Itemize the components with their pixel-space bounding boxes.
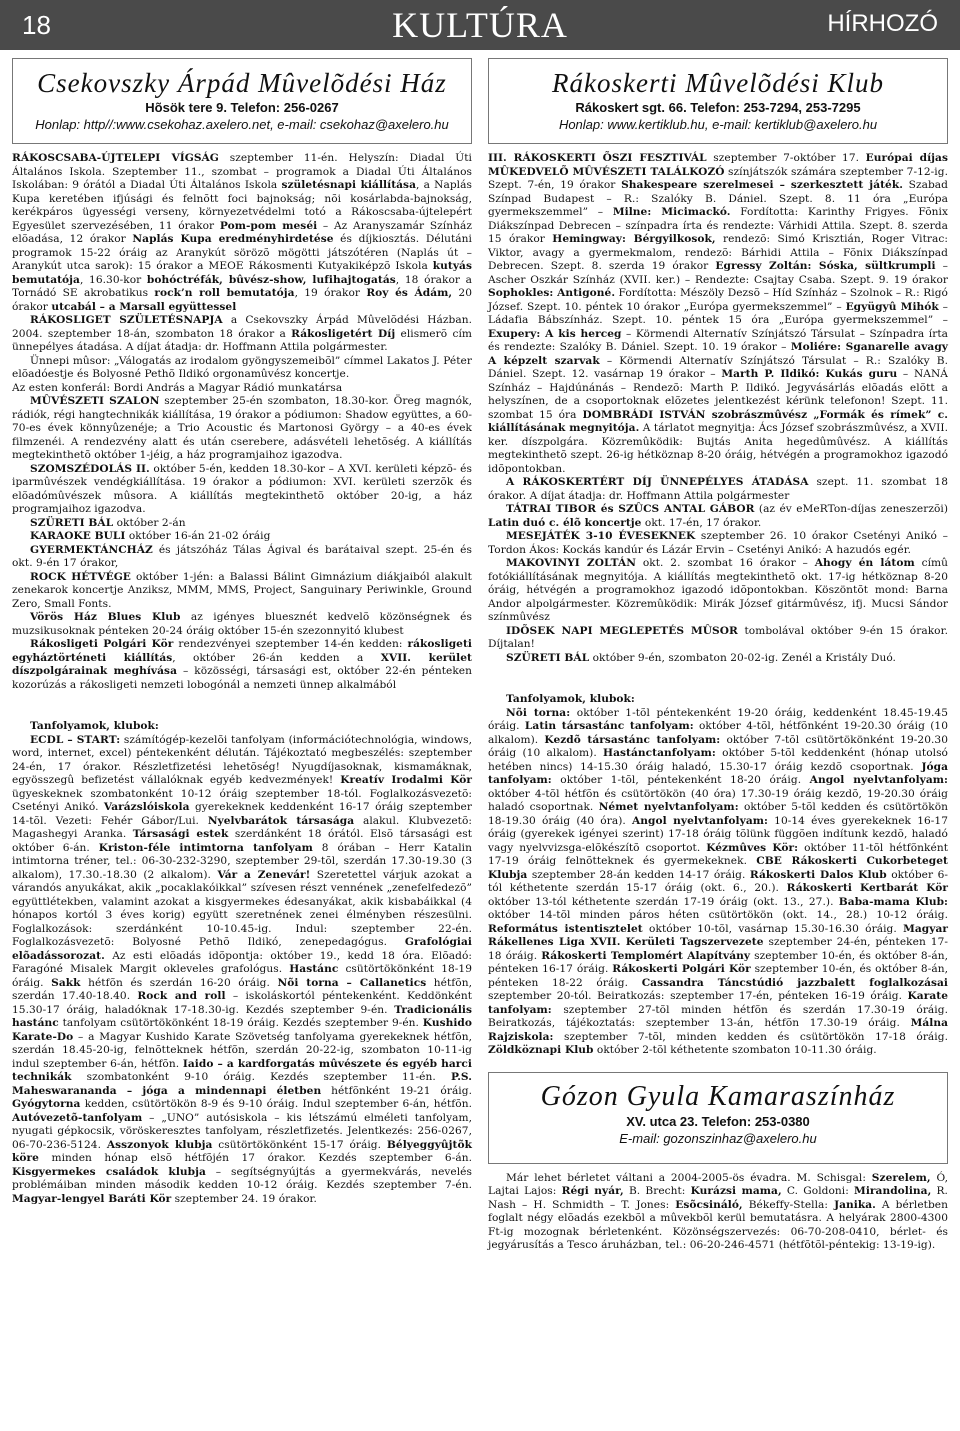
- page-header: [0, 0, 960, 50]
- event-paragraph: RÁKOSLIGET SZÜLETÉSNAPJA a Csekovszky Árpád Mûvelõdési Házban. 2004. szeptember 18-án, szombaton 18 órakor a Rákosligetért Díj elismerõ cím ünnepélyes átadása. A díjat átadja: dr. Hoffmann Attila polgármester.: [12, 314, 472, 353]
- event-paragraph: ROCK HÉTVÉGE október 1-jén: a Balassi Bálint Gimnázium diákjaiból alakult zenekarok koncertje Anziksz, MMM, MMS, Project, Sanguinary Periwinkle, Ground Zero, Small Fonts.: [12, 570, 472, 610]
- venue-box-csekovszky: [12, 58, 472, 144]
- event-paragraph: SZOMSZÉDOLÁS II. október 5-én, kedden 18.30-kor – A XVI. kerületi képzõ- és iparmûvészek vendégkiállítása. 19 órakor a pódiumon: XVI. kerületi szerzõk és elõadómûvészek mûsora. A kiállítás megtekinthetõ október 20-ig, a ház programjaihoz igazodva.: [12, 462, 472, 515]
- right-article: [488, 152, 948, 1058]
- venue-title: Csekovszky Árpád Mûvelõdési Ház: [37, 68, 447, 98]
- event-paragraph: A RÁKOSKERTÉRT DÍJ ÜNNEPÉLYES ÁTADÁSA szept. 11. szombat 18 órakor. A díjat átadja: dr. Hoffmann Attila polgármester: [488, 476, 948, 502]
- left-article: [12, 152, 472, 1206]
- courses-paragraph: ECDL – START: számítógép-kezelõi tanfolyam (információtechnológia, windows, word, internet, excel) péntekenként délután. Tájékoztató megbeszélés: szeptember 24-én, 17 órakor. Részletfizetési lehetõség! Nyugdíjasoknak, kismamáknak, egyösszegû befizetést vállalóknak egyéb kedvezmények! Kreatív Irodalmi Kör ügyeskeknek szombatonként 10-12 óráig szeptember 18-tól. Foglalkozásvezetõ: Csetényi Anikó. Varázslóiskola gyerekeknek keddenként 16-17 óráig szeptember 14-tõl. Vezeti: Fehér Gábor/Lui. Nyelvbarátok társasága alakul. Klubvezetõ: Magashegyi Aranka. Társasági estek szerdánként 18 órától. Elsõ társasági est október 6-án. Kriston-féle intimtorna tanfolyam 8 órában – Herr Katalin intimtorna tréner, tel.: 06-30-232-3290, szeptember 29-tõl, szerdán 17.30-19.30 (3 alkalom), 17.30.-18.30 (2 alkalom). Vár a Zenevár! Szeretettel várjuk azokat a várandós anyukákat, akik „pocaklakóikkal” szívesen részt vennének „zenefelfedezõ” együttlétekben, valamint azokat a kisgyermekes édesanyákat, akik kisbabáikkal (4 hónapos kortól 3 éves korig) együtt szeretnének zenei élményben részesülni. Foglalkozások: szerdánként 10-10.45-ig. Indul: szeptember 22-én. Foglalkozásvezetõ: Bolyosné Pethõ Ildikó, zenepedagógus. Grafológiai elõadássorozat. Az esti elõadás idõpontja: október 19., kedd 18 óra. Elõadó: Faragóné Misalek Margit okleveles grafológus. Hastánc csütörtökönként 18-19 óráig. Sakk hétfõn és szerdán 16-20 óráig. Nõi torna – Callanetics hétfõn, szerdán 17.40-18.40. Rock and roll – iskoláskortól péntekenként. Keddönként 15.30-17 óráig, haladóknak 17-18.30-ig. Kezdés szeptember 9-én. Tradicionális hastánc tanfolyam csütörtökönként 18-19 óráig. Kezdés szeptember 9-én. Kushido Karate-Do – a Magyar Kushido Karate Szövetség tanfolyama gyerekeknek hétfõn, szerdán 18.45-20-ig, felnõtteknek hétfõn, szerdán 20-22-ig, szombaton 10-11-ig indul szeptember 6-án, hétfõn. Iaido – a kardforgatás mûvészete és egyéb harci technikák szombatonként 9-10 óráig. Kezdés szeptember 11-én. P.S. Maheswarananda – jóga a mindennapi életben hétfõnként 19-21 óráig. Gyógytorna kedden, csütörtökön 8-9 és 9-10 óráig. Indul szeptember 6-án, hétfõn. Autóvezetõ-tanfolyam – „UNO” autósiskola – kis létszámú elméleti tanfolyam, nyugati gépkocsik, vöröskeresztes tanfolyam, részletfizetés. Jelentkezés: 256-0267, 06-70-236-5124. Asszonyok klubja csütörtökönként 15-17 óráig. Bélyeggyûjtõk köre minden hónap elsõ hétfõjén 17 órakor. Kezdés szeptember 6-án. Kisgyermekes családok klubja – segítségnyújtás a gyermekvárás, nevelés problémáiban minden második kedden 10-12 óráig. Kezdés szeptember 7-én. Magyar-lengyel Baráti Kör szeptember 24. 19 órakor.: [12, 733, 473, 1205]
- venue-address: Rákoskert sgt. 66. Telefon: 253-7294, 253-7295: [575, 100, 861, 115]
- event-paragraph: MÛVÉSZETI SZALON szeptember 25-én szombaton, 18.30-kor. Öreg magnók, rádiók, régi hangtechnikák kiállítása, 19 órakor a pódiumon: Shadow együttes, a 60-70-es évek könnyûzenéje; a Trio Acoustic és Martonosi György – a 40-es évek filmzenéi. A rendezvény alatt és után cserebere, adásvételi lehetõség. A kiállítás megtekinthetõ október 1-jéig, a ház programjaihoz igazodva.: [12, 395, 472, 461]
- event-paragraph: MAKOVINYI ZOLTÁN okt. 2. szombat 16 órakor – Ahogy én látom címû fotókiállításának megnyitója. A kiállítás megtekinthetõ okt. 17-ig hétköznap 8-20 óráig, hétvégén a programokhoz igazodó idõpontokban. Köszöntõt mond: Barna Andor alpolgármester. Közremûködik: Mirák József gitármûvész, ifj. Mucsi Sándor színmûvész: [488, 557, 948, 623]
- venue-title: Gózon Gyula Kamaraszínház: [540, 1080, 896, 1112]
- section-title: KULTÚRA: [392, 5, 568, 45]
- event-paragraph: Az esten konferál: Bordi András a Magyar Rádió munkatársa: [12, 381, 343, 394]
- courses-heading: Tanfolyamok, klubok:: [506, 693, 635, 705]
- event-paragraph: Ünnepi mûsor: „Válogatás az irodalom gyöngyszemeibõl” címmel Lakatos J. Péter elõadóestje és Bolyosné Pethõ Ildikó orgonamûvész koncertje.: [12, 354, 472, 380]
- courses-heading: Tanfolyamok, klubok:: [30, 720, 159, 732]
- venue-web: Honlap: http//:www.csekohaz.axelero.net, e-mail: csekohaz@axelero.hu: [35, 117, 449, 132]
- venue-web: Honlap: www.kertiklub.hu, e-mail: kertiklub@axelero.hu: [558, 117, 878, 132]
- event-paragraph: Már lehet bérletet váltani a 2004-2005-ös évadra. M. Schisgal: Szerelem, Ó, Lajtai Lajos: Régi nyár, B. Brecht: Kurázsi mama, C. Goldoni: Mirandolina, R. Nash – H. Schmidth – T. Jones: Esõcsináló, Békeffy-Stella: Janika. A bérletben foglalt négy elõadás ezekbõl a mûvekbõl kerül bemutatásra. A helyárak 2800-4300 Ft-ig mozognak bérletenként. Közönségszervezés: 06-70-208-0410, bérlet- és jegyárusítás a Tesco áruházban, tel.: 06-20-246-4571 (hétfõtõl-péntekig: 13-19-ig).: [488, 1171, 948, 1251]
- event-paragraph: SZÜRETI BÁL október 2-án: [30, 516, 186, 529]
- event-paragraph: SZÜRETI BÁL október 9-én, szombaton 20-02-ig. Zenél a Kristály Duó.: [506, 651, 896, 664]
- event-paragraph: RÁKOSCSABA-ÚJTELEPI VÍGSÁG szeptember 11-én. Helyszín: Diadal Úti Általános Iskola. Szeptember 11., szombat – programok a Diadal Úti Általános Iskolában: 9 órától a Diadal Úti Általános Iskola születésnapi kiállítása, a Naplás Kupa keretében ifjúsági és felnõtt foci bajnokság; nõi kosárlabda-bajnokság, kerékpáros ügyességi verseny, környezetvédelmi totó a Rákoscsaba-újtelepért Egyesület szervezésében, 11 órakor Pom-pom meséi – Az Aranyszamár Színház elõadása, 12 órakor Naplás Kupa eredményhirdetése és díjkiosztás. Délutáni programok 15-22 óráig az Aranykút sörözõ mögötti játszótéren (Naplás út – Aranykút utca sarok): 15 órakor a MEOE Rákosmenti Kutyakiképzõ Iskola kutyás bemutatója, 16.30-kor bohóctréfák, bûvész-show, lufihajtogatás, 18 órakor a Tornádó SE akrobatikus rock’n roll bemutatója, 19 órakor Roy és Ádám, 20 órakor utcabál – a Marsall együttessel: [12, 152, 472, 313]
- event-paragraph: MESEJÁTÉK 3-10 ÉVESEKNEK szeptember 26. 10 órakor Csetényi Anikó – Tordon Ákos: Kockás kandúr és Lázár Ervin – Csetényi Anikó: A hazudós egér.: [488, 530, 948, 556]
- gozon-article: [488, 1172, 948, 1253]
- event-paragraph: Vörös Ház Blues Klub az igényes bluesznét kedvelõ közönségnek és muzsikusoknak pénteken 20-24 óráig október 15-én szezonnyitó klubest: [12, 611, 472, 637]
- venue-web: E-mail: gozonszinhaz@axelero.hu: [619, 1130, 817, 1146]
- venue-address: Hõsök tere 9. Telefon: 256-0267: [145, 100, 339, 115]
- right-column: [488, 58, 948, 1253]
- venue-title: Rákoskerti Mûvelõdési Klub: [552, 68, 884, 98]
- courses-paragraph: Nõi torna: október 1-tõl péntekenként 19-20 óráig, keddenként 18.45-19.45 óráig. Latin társastánc tanfolyam: október 4-tõl, hétfõnként 19-20.30 óráig (10 alkalom). Kezdõ társastánc tanfolyam: október 7-tõl csütörtökönként 19-20.30 óráig (10 alkalom). Hastánctanfolyam: október 5-tõl keddenként (hónap utolsó hetében nincs) 14-15.30 óráig haladó, 15.30-17 óráig kezdõ csoportnak. Jóga tanfolyam: október 1-tõl, péntekenként 18-20 óráig. Angol nyelvtanfolyam: október 4-tõl hétfõn és csütörtökön (40 óra) 17.30-19 óráig kezdõ, 19-20.30 óráig haladó csoportnak. Német nyelvtanfolyam: október 5-tõl kedden és csütörtökön 18-19.30 óráig (40 óra). Angol nyelvtanfolyam: 10-14 éves gyerekeknek 16-17 óráig (gyerekek igényei szerint) 17-18 óráig tõlünk függõen indítunk kezdõ, haladó vagy nyelvvizsga-elõkészítõ csoportot. Kézmûves Kör: október 11-tõl hétfõnként 17-19 óráig felnõtteknek és gyermekeknek. CBE Rákoskerti Cukorbeteget Klubja szeptember 28-án kedden 14-17 óráig. Rákoskerti Dalos Klub október 6-tól kéthetente szerdán 15-17 óráig (okt. 6., 20.). Rákoskerti Kertbarát Kör október 13-tól kéthetente szerdán 17-19 óráig (okt. 13., 27.). Baba-mama Klub: október 14-tõl minden páros héten csütörtökön (okt. 14., 28.) 10-12 óráig. Református istentisztelet október 10-tõl, vasárnap 15.30-16.30 óráig. Magyar Rákellenes Liga XVII. Kerületi Tagszervezete szeptember 24-én, pénteken 17-18 óráig. Rákoskerti Templomért Alapítvány szeptember 10-én, és október 8-án, pénteken 16-17 óráig. Rákoskerti Polgári Kör szeptember 10-én, és október 8-án, pénteken 18-22 óráig. Cassandra Táncstúdió jazzbalett foglalkozásai szeptember 20-tól. Beiratkozás: szeptember 17-én, pénteken 16-19 óráig. Karate tanfolyam: szeptember 27-tõl minden hétfõn és szerdán 17.30-19 óráig. Beiratkozás, tájékoztatás: szeptember 13-án, hétfõn 17.30-19 óráig. Málna Rajziskola: szeptember 7-tõl, minden kedden és csütörtökön 17-18 óráig. Zöldköznapi Klub október 2-tõl kéthetente szombaton 10-11.30 óráig.: [488, 706, 949, 1056]
- venue-box-rakoskerti: [488, 58, 948, 144]
- event-paragraph: GYERMEKTÁNCHÁZ és játszóház Tálas Ágival és barátaival szept. 25-én és okt. 9-én 17 órakor,: [12, 543, 472, 569]
- venue-box-gozon: [488, 1072, 948, 1164]
- event-paragraph: IDÕSEK NAPI MEGLEPETÉS MÛSOR tombolával október 9-én 15 órakor. Díjtalan!: [488, 624, 948, 650]
- event-paragraph: III. RÁKOSKERTI ÕSZI FESZTIVÁL szeptember 7-október 17. Európai díjas MÛKEDVELÕ MÛVÉSZETI TALÁLKOZÓ színjátszók számára szeptember 7-12-ig. Szept. 7-én, 19 órakor Shakespeare szerelmesei – szerkesztett játék. Szabad Színpad Budapest – R.: Szalóky B. Dániel. Szept. 8. 11 óra „Európa gyermekszemmel” – Milne: Micimackó. Fordította: Karinthy Frigyes. Fõnix Diákszínpad Debrecen – színpadra írta és rendezte: Várhidi Attila. Szept. 8. szerda 15 órakor Hemingway: Bérgyilkosok, rendezõ: Simó Krisztián, Roger Vitrac: Viktor, avagy a gyermekmalom, rendezõ: Bárhidi Attila – Fõnix Diákszínpad Debrecen. Szept. 8. szerda 19 órakor Egressy Zoltán: Sóska, sültkrumpli – Ascher Oszkár Színház (XVII. ker.) – Rendezte: Csajtay Csaba. Szept. 9. 19 órakor Sophokles: Antigoné. Fordította: Mészöly Dezsõ – Híd Színház – Szolnok – R.: Rigó József. Szept. 10. péntek 10 órakor „Európa gyermekszemmel” – Együgyû Mihók – Ládafia Bábszínház. Szept. 10. péntek 15 óra „Európa gyermekszemmel” – Exupery: A kis herceg – Körmendi Alternatív Színjátszó Társulat – Színpadra írta és rendezte: Szalóky B. Dániel. Szept. 10. 19 órakor – Moliére: Sganarelle avagy A képzelt szarvak – Körmendi Alternatív Színjátszó Társulat – R.: Szalóky B. Dániel. Szept. 12. vasárnap 19 órakor – Marth P. Ildikó: Kukás guru – NANÁ Színház – Hajdúnánás – Rendezõ: Marth P. Ildikó. Jegyvásárlás elõadás elõtt a helyszínen, de a csoportoknak elõzetes jelentkezést kérünk telefonon! Szept. 11. szombat 15 óra DOMBRÁDI ISTVÁN szobrászmûvész „Formák és rímek” c. kiállításának megnyitója. A tárlatot megnyitja: Ács József szobrászmûvész, a XVII. ker. díszpolgára. Közremûködik: Bujtás Anita hegedûmûvész. A kiállítás megtekinthetõ szept. 26-ig hétköznap 8-20 óráig, hétvégén a programokhoz igazodó idõpontokban.: [488, 152, 949, 475]
- event-paragraph: Rákosligeti Polgári Kör rendezvényei szeptember 14-én kedden: rákosligeti egyháztörténeti kiállítás, október 26-án kedden a XVII. kerület díszpolgárainak meghívása – közösségi, társasági est, október 22-én pénteken kozorúzás a rákosligeti nemzeti lobogónál a nemzeti ünnep alkalmából: [12, 638, 472, 691]
- publication-tag: HÍRHOZÓ: [827, 10, 938, 37]
- event-paragraph: TÁTRAI TIBOR és SZÛCS ANTAL GÁBOR (az év eMeRTon-díjas zeneszerzõi) Latin duó c. élõ koncertje okt. 17-én, 17 órakor.: [488, 503, 949, 529]
- page-number: 18: [22, 10, 51, 40]
- venue-address: XV. utca 23. Telefon: 253-0380: [626, 1113, 810, 1129]
- event-paragraph: KARAOKE BULI október 16-án 21-02 óráig: [30, 530, 271, 542]
- left-column: [12, 58, 472, 1206]
